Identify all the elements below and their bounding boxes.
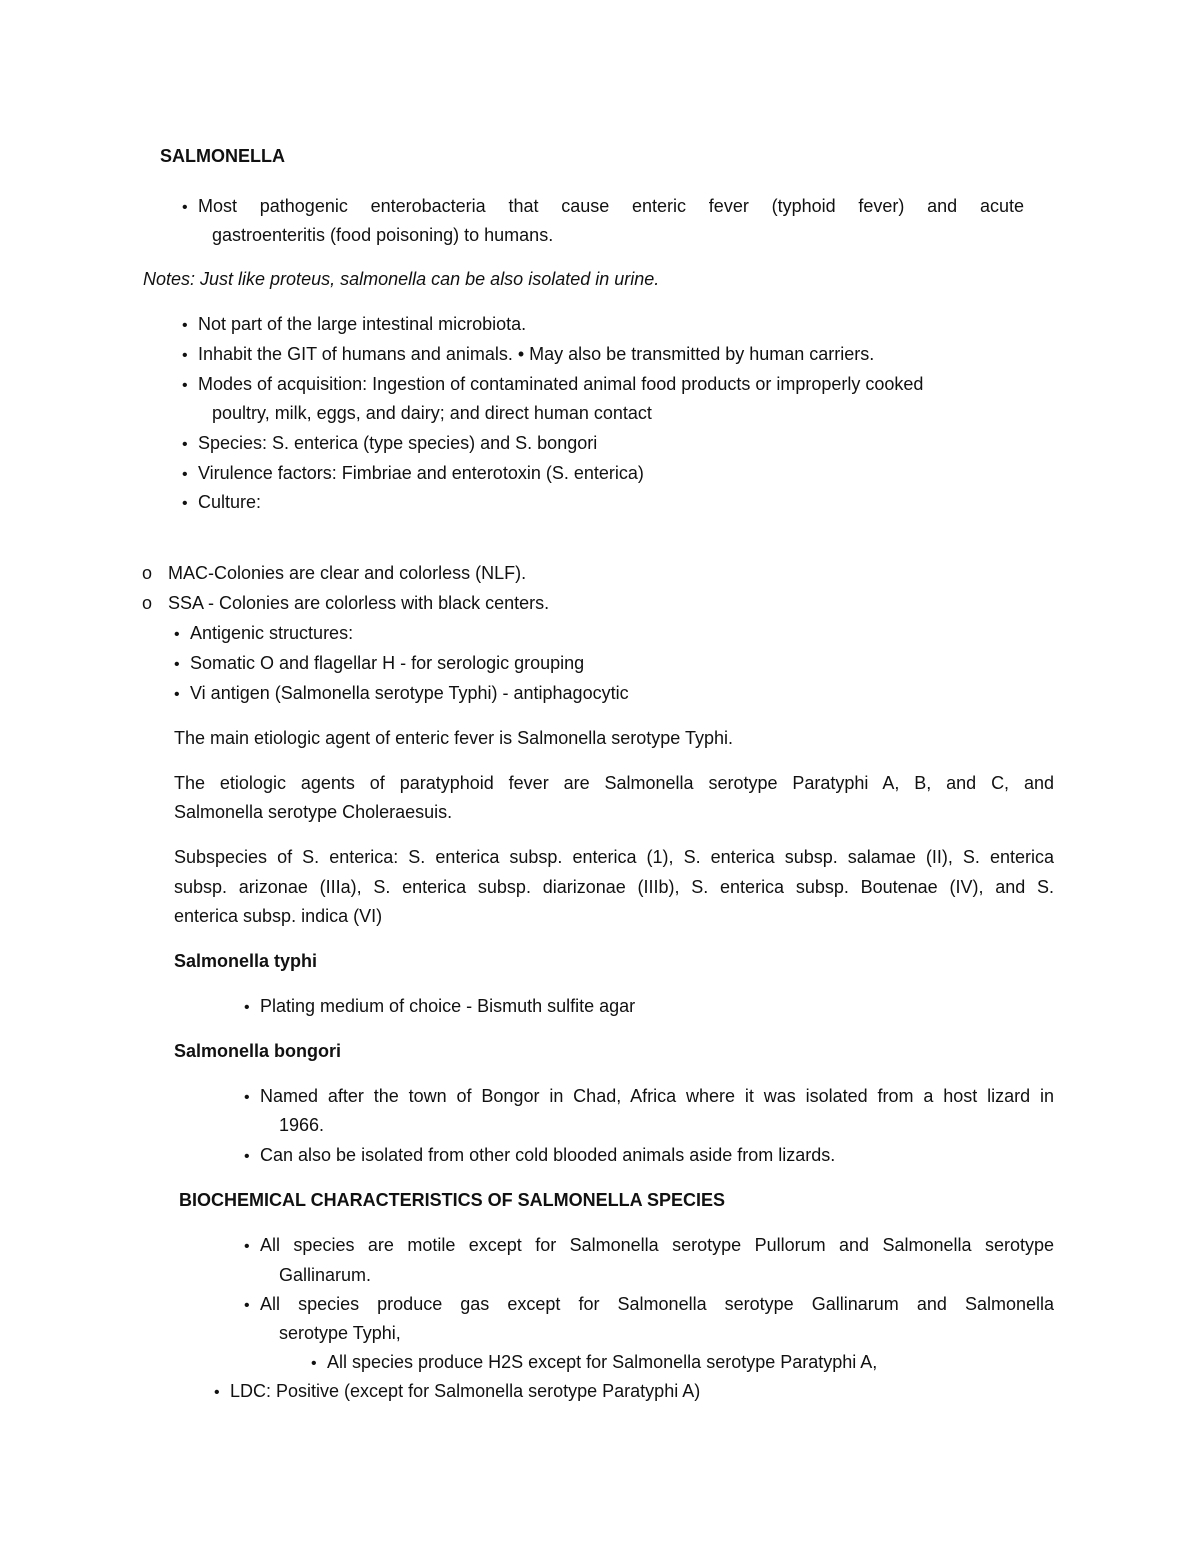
bullet-bongor-origin: • Named after the town of Bongor in Chad, Africa where it was isolated from a host lizard in [244, 1085, 1054, 1109]
bullet-gas: • All species produce gas except for Salmonella serotype Gallinarum and Salmonella [244, 1293, 1054, 1317]
bullet-motile: • All species are motile except for Salmonella serotype Pullorum and Salmonella serotype [244, 1234, 1054, 1258]
bullet-habitat: • Inhabit the GIT of humans and animals. • May also be transmitted by human carriers. [182, 343, 874, 367]
list-marker: o [142, 563, 153, 583]
heading-salmonella-typhi: Salmonella typhi [174, 951, 318, 971]
bullet-culture: • Culture: [182, 491, 261, 515]
heading-biochemical-characteristics: BIOCHEMICAL CHARACTERISTICS OF SALMONELLA SPECIES [179, 1190, 726, 1210]
paragraph-subspecies-line3: enterica subsp. indica (VI) [174, 906, 383, 926]
bullet-bongor-origin-continuation: 1966. [279, 1115, 325, 1135]
bullet-acquisition-continuation: poultry, milk, eggs, and dairy; and direct human contact [212, 403, 652, 423]
bullet-motile-continuation: Gallinarum. [279, 1265, 372, 1285]
bullet-vi-antigen: • Vi antigen (Salmonella serotype Typhi) - antiphagocytic [174, 682, 629, 706]
notes-line: Notes: Just like proteus, salmonella can be also isolated in urine. [143, 269, 660, 289]
heading-salmonella-bongori: Salmonella bongori [174, 1041, 342, 1061]
document-title: SALMONELLA [160, 146, 285, 166]
bullet-ldc: • LDC: Positive (except for Salmonella serotype Paratyphi A) [214, 1380, 700, 1404]
bullet-cold-blooded: • Can also be isolated from other cold blooded animals aside from lizards. [244, 1144, 835, 1168]
bullet-plating-medium: • Plating medium of choice - Bismuth sulfite agar [244, 995, 635, 1019]
paragraph-subspecies-line2: subsp. arizonae (IIIa), S. enterica subsp. diarizonae (IIIb), S. enterica subsp. Boutenae (IV), and S. [174, 877, 1054, 897]
paragraph-subspecies-line1: Subspecies of S. enterica: S. enterica subsp. enterica (1), S. enterica subsp. salamae (II), S. enterica [174, 847, 1054, 867]
bullet-microbiota: • Not part of the large intestinal microbiota. [182, 313, 526, 337]
list-marker: o [142, 593, 153, 613]
bullet-gas-continuation: serotype Typhi, [279, 1323, 401, 1343]
intro-bullet: • Most pathogenic enterobacteria that cause enteric fever (typhoid fever) and acute [182, 195, 1024, 219]
bullet-antigenic-structures: • Antigenic structures: [174, 622, 353, 646]
paragraph-paratyphoid-line1: The etiologic agents of paratyphoid fever are Salmonella serotype Paratyphi A, B, and C, and [174, 773, 1054, 793]
bullet-somatic-o: • Somatic O and flagellar H - for serologic grouping [174, 652, 584, 676]
culture-item-mac: o MAC-Colonies are clear and colorless (NLF). [142, 563, 527, 583]
culture-item-ssa: o SSA - Colonies are colorless with black centers. [142, 593, 550, 613]
paragraph-enteric-fever: The main etiologic agent of enteric fever is Salmonella serotype Typhi. [174, 728, 733, 748]
bullet-virulence: • Virulence factors: Fimbriae and enterotoxin (S. enterica) [182, 462, 644, 486]
bullet-h2s: • All species produce H2S except for Salmonella serotype Paratyphi A, [311, 1351, 877, 1375]
intro-bullet-continuation: gastroenteritis (food poisoning) to humans. [212, 225, 554, 245]
bullet-acquisition: • Modes of acquisition: Ingestion of contaminated animal food products or improperly cooked [182, 373, 923, 397]
paragraph-paratyphoid-line2: Salmonella serotype Choleraesuis. [174, 802, 453, 822]
bullet-species: • Species: S. enterica (type species) and S. bongori [182, 432, 597, 456]
